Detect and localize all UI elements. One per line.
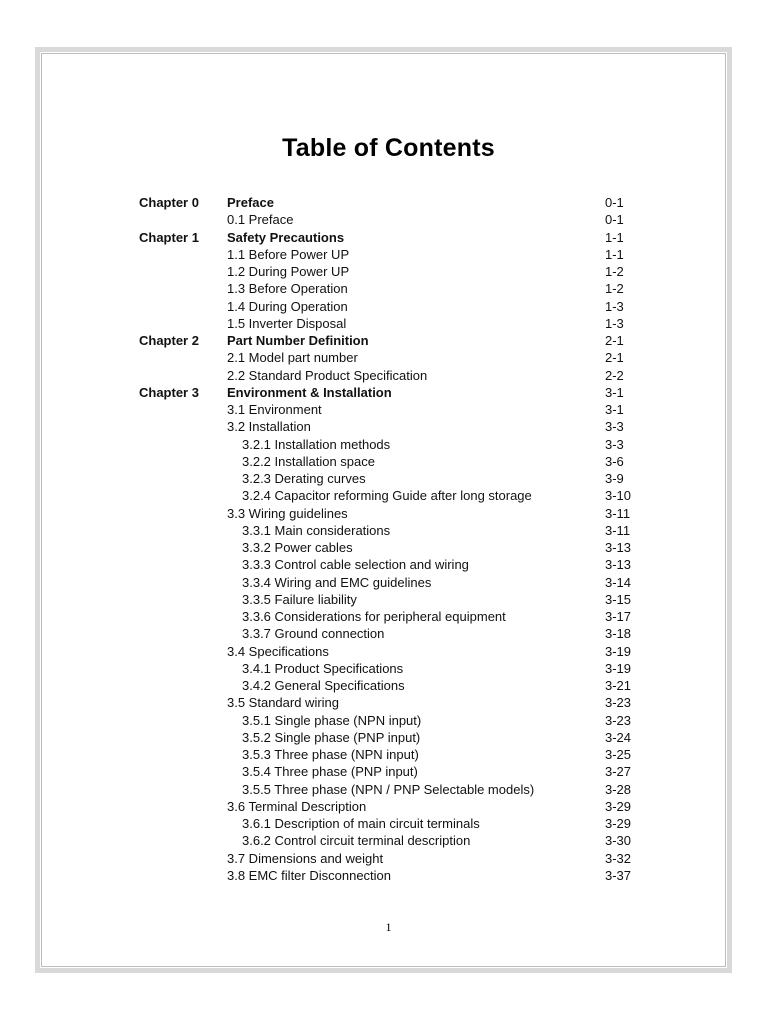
toc-page-ref: 3-19 [605,660,632,676]
toc-page-ref: 3-3 [605,419,624,435]
toc-chapter-label: Chapter 0 [139,195,199,210]
toc-page-ref: 3-32 [605,850,632,866]
toc-row[interactable] [40,850,737,867]
toc-row[interactable] [40,229,737,246]
toc-page-ref: 3-11 [605,505,631,521]
toc-row[interactable] [40,280,737,297]
toc-entry-title[interactable]: 3.3.6 Considerations for peripheral equipment [242,609,506,624]
toc-row[interactable] [40,263,737,280]
toc-row[interactable] [40,539,737,556]
toc-entry-title[interactable]: 1.1 Before Power UP [227,246,350,262]
toc-page-ref: 3-11 [605,522,631,538]
toc-page-ref: 3-23 [605,695,632,711]
toc-entry-title[interactable]: 3.7 Dimensions and weight [227,850,384,866]
toc-page-ref: 0-1 [605,195,624,210]
toc-row[interactable] [40,453,737,470]
toc-entry-title[interactable]: 1.5 Inverter Disposal [227,315,347,331]
toc-page-ref: 3-27 [605,764,632,780]
toc-row[interactable] [40,574,737,591]
toc-row[interactable] [40,781,737,798]
toc-row[interactable] [40,763,737,780]
document-page [35,47,732,973]
toc-page-ref: 3-15 [605,591,632,607]
toc-row[interactable] [40,246,737,263]
toc-row[interactable] [40,367,737,384]
toc-page-ref: 3-28 [605,781,632,797]
toc-page-ref: 3-25 [605,747,632,762]
toc-page-ref: 3-29 [605,816,632,831]
toc-entry-title[interactable]: 3.6.1 Description of main circuit terminals [242,816,480,831]
toc-row[interactable] [40,401,737,418]
toc-page-ref: 1-1 [605,229,624,245]
toc-row[interactable] [40,677,737,694]
toc-entry-title[interactable]: 3.3.7 Ground connection [242,626,385,642]
toc-entry-title[interactable]: Part Number Definition [227,333,369,348]
toc-page-ref: 3-30 [605,833,632,849]
toc-row[interactable] [40,867,737,884]
toc-page-ref: 3-10 [605,488,632,504]
toc-row[interactable] [40,194,737,211]
toc-page-ref: 3-23 [605,712,632,728]
toc-entry-title[interactable]: 3.3.2 Power cables [242,540,353,555]
toc-list [40,194,737,884]
toc-row[interactable] [40,712,737,729]
toc-entry-title[interactable]: 3.3.1 Main considerations [242,522,391,538]
toc-row[interactable] [40,418,737,435]
toc-row[interactable] [40,384,737,401]
toc-entry-title[interactable]: Environment & Installation [227,384,392,400]
toc-row[interactable] [40,591,737,608]
toc-entry-title[interactable]: 2.2 Standard Product Specification [227,367,428,383]
toc-entry-title[interactable]: 3.6 Terminal Description [227,798,367,814]
toc-entry-title[interactable]: 3.3.5 Failure liability [242,591,357,607]
toc-entry-title[interactable]: 2.1 Model part number [227,350,358,366]
toc-page-ref: 3-6 [605,453,624,469]
toc-entry-title[interactable]: 3.4.2 General Specifications [242,678,405,693]
toc-row[interactable] [40,470,737,487]
toc-page-ref: 3-21 [605,678,632,693]
toc-page-ref: 2-1 [605,333,624,348]
toc-page-ref: 1-1 [605,246,624,262]
toc-entry-title[interactable]: 1.2 During Power UP [227,264,350,279]
toc-entry-title[interactable]: 3.5.1 Single phase (NPN input) [242,712,422,728]
toc-entry-title[interactable]: 3.5.2 Single phase (PNP input) [242,729,421,745]
toc-page-ref: 3-13 [605,540,632,555]
toc-entry-title[interactable]: 1.4 During Operation [227,298,348,314]
toc-row[interactable] [40,298,737,315]
toc-row[interactable] [40,332,737,349]
toc-row[interactable] [40,436,737,453]
toc-entry-title[interactable]: 3.3 Wiring guidelines [227,505,348,521]
toc-row[interactable] [40,556,737,573]
toc-row[interactable] [40,694,737,711]
toc-entry-title[interactable]: 3.5.3 Three phase (NPN input) [242,747,419,762]
toc-entry-title[interactable]: 3.2.1 Installation methods [242,436,391,452]
toc-page-ref: 3-18 [605,626,632,642]
toc-entry-title[interactable]: 0.1 Preface [227,212,294,228]
toc-entry-title[interactable]: 3.8 EMC filter Disconnection [227,867,392,883]
toc-page-ref: 3-37 [605,867,632,883]
toc-row[interactable] [40,660,737,677]
toc-entry-title[interactable]: 3.2.3 Derating curves [242,471,366,486]
toc-row[interactable] [40,625,737,642]
toc-page-ref: 1-2 [605,281,624,297]
toc-row[interactable] [40,505,737,522]
toc-row[interactable] [40,211,737,228]
toc-page-ref: 3-29 [605,798,632,814]
toc-page-ref: 1-3 [605,298,624,314]
toc-row[interactable] [40,315,737,332]
toc-page-ref: 3-14 [605,574,632,590]
toc-entry-title[interactable]: 3.5.5 Three phase (NPN / PNP Selectable models) [242,781,535,797]
toc-entry-title[interactable]: 3.6.2 Control circuit terminal description [242,833,471,849]
toc-entry-title[interactable]: 3.4.1 Product Specifications [242,660,404,676]
toc-entry-title[interactable]: 3.2 Installation [227,419,311,435]
toc-page-ref: 2-1 [605,350,624,366]
toc-row[interactable] [40,522,737,539]
toc-entry-title[interactable]: Safety Precautions [227,229,345,245]
page-number: 1 [385,920,392,934]
toc-entry-title[interactable]: 3.4 Specifications [227,643,329,659]
toc-entry-title[interactable]: 3.3.3 Control cable selection and wiring [242,557,469,573]
toc-entry-title[interactable]: 3.2.2 Installation space [242,453,375,469]
toc-title: Table of Contents [282,134,495,162]
toc-entry-title[interactable]: 3.5 Standard wiring [227,695,340,711]
toc-row[interactable] [40,487,737,504]
toc-page-ref: 3-19 [605,643,632,659]
toc-entry-title[interactable]: 1.3 Before Operation [227,281,348,297]
toc-row[interactable] [40,349,737,366]
toc-entry-title[interactable]: Preface [227,195,274,210]
toc-page-ref: 3-17 [605,609,632,624]
toc-row[interactable] [40,608,737,625]
toc-chapter-label: Chapter 2 [139,333,199,348]
toc-row[interactable] [40,729,737,746]
toc-row[interactable] [40,798,737,815]
toc-page-ref: 3-9 [605,471,624,486]
toc-entry-title[interactable]: 3.2.4 Capacitor reforming Guide after long storage [242,488,532,504]
toc-row[interactable] [40,643,737,660]
toc-page-ref: 1-2 [605,264,624,279]
toc-page-ref: 3-1 [605,384,624,400]
toc-row[interactable] [40,832,737,849]
toc-page-ref: 3-13 [605,557,632,573]
toc-row[interactable] [40,746,737,763]
toc-page-ref: 3-24 [605,729,632,745]
toc-page-ref: 0-1 [605,212,624,228]
toc-page-ref: 1-3 [605,315,624,331]
toc-entry-title[interactable]: 3.1 Environment [227,402,322,417]
toc-row[interactable] [40,815,737,832]
toc-page-ref: 3-1 [605,402,624,417]
toc-entry-title[interactable]: 3.3.4 Wiring and EMC guidelines [242,574,432,590]
toc-chapter-label: Chapter 1 [139,229,199,245]
toc-page-ref: 3-3 [605,436,624,452]
toc-chapter-label: Chapter 3 [139,384,199,400]
toc-page-ref: 2-2 [605,367,624,383]
toc-entry-title[interactable]: 3.5.4 Three phase (PNP input) [242,764,418,780]
